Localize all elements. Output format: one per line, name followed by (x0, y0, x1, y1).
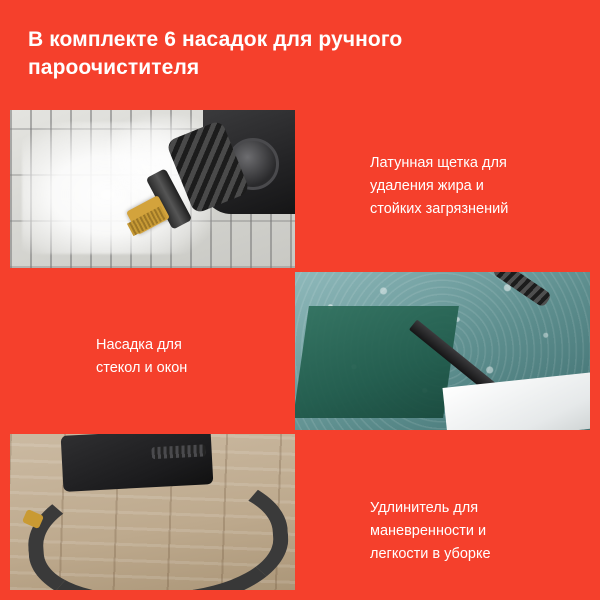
caption-window-line-2: стекол и окон (96, 360, 188, 376)
caption-brush-line-2: удаления жира и (370, 178, 484, 194)
caption-window-line-1: Насадка для (96, 337, 182, 353)
photo-extension-hose-on-floor (10, 434, 295, 590)
headline-line-2: пароочистителя (28, 56, 200, 79)
caption-hose-line-3: легкости в уборке (370, 546, 491, 562)
photo-brass-brush-steam-on-grill (10, 110, 295, 268)
caption-hose (370, 497, 580, 566)
photo-window-squeegee-on-glass (295, 272, 590, 430)
caption-brush (370, 152, 580, 221)
page-title (28, 26, 528, 82)
caption-window (96, 334, 286, 380)
caption-hose-line-2: маневренности и (370, 523, 487, 539)
green-glass-pane (295, 306, 459, 418)
headline-line-1: В комплекте 6 насадок для ручного (28, 28, 403, 51)
caption-brush-line-3: стойких загрязнений (370, 201, 509, 217)
caption-brush-line-1: Латунная щетка для (370, 155, 507, 171)
caption-hose-line-1: Удлинитель для (370, 500, 479, 516)
